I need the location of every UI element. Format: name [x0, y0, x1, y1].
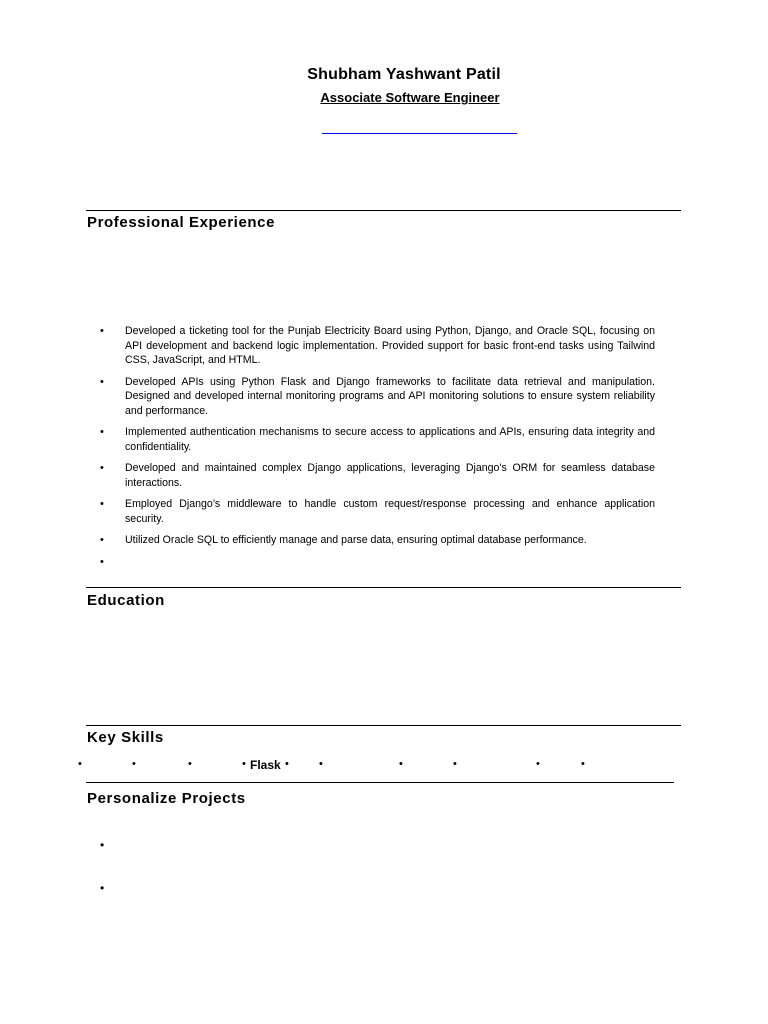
experience-text: Utilized Oracle SQL to efficiently manage and parse data, ensuring optimal database performance. [125, 534, 587, 547]
list-item [100, 375, 655, 419]
experience-text: Implemented authentication mechanisms to secure access to applications and APIs, ensuring data integrity and confidentiality. [125, 426, 655, 453]
bullet-icon: • [100, 534, 104, 547]
bullet-icon: • [100, 498, 104, 511]
list-item [100, 497, 655, 526]
candidate-role: Associate Software Engineer [320, 90, 500, 105]
experience-list [100, 324, 655, 575]
experience-text: Employed Django’s middleware to handle custom request/response processing and enhance application security. [125, 498, 655, 525]
section-divider [86, 210, 681, 211]
education-heading: Education [87, 592, 165, 609]
bullet-icon: • [242, 758, 246, 770]
skills-heading: Key Skills [87, 729, 164, 746]
bullet-icon: • [399, 758, 403, 770]
candidate-name: Shubham Yashwant Patil [307, 66, 501, 83]
bullet-icon: • [78, 758, 82, 770]
bullet-icon: • [285, 758, 289, 770]
skill-label: Flask [250, 758, 281, 772]
list-item [100, 324, 655, 368]
section-divider [86, 725, 681, 726]
list-item [100, 425, 655, 454]
bullet-icon: • [581, 758, 585, 770]
email-link[interactable] [322, 133, 517, 134]
section-divider [86, 782, 674, 783]
experience-text: Developed APIs using Python Flask and Django frameworks to facilitate data retrieval and manipulation. Designed and developed internal monitoring programs and API monitoring solutions to ensure system reliability and performance. [125, 375, 655, 417]
list-item [100, 555, 655, 569]
bullet-icon: • [100, 426, 104, 439]
experience-text: Developed and maintained complex Django applications, leveraging Django's ORM for seamless database interactions. [125, 462, 655, 489]
bullet-icon: • [453, 758, 457, 770]
bullet-icon: • [536, 758, 540, 770]
projects-heading: Personalize Projects [87, 790, 246, 807]
bullet-icon: • [100, 555, 104, 568]
bullet-icon: • [188, 758, 192, 770]
experience-heading: Professional Experience [87, 214, 276, 231]
list-item [100, 533, 655, 548]
experience-text: Developed a ticketing tool for the Punjab Electricity Board using Python, Django, and Oracle SQL, focusing on API development and backend logic implementation. Provided support for basic front-end tasks using Tailwind CSS, JavaScript, and HTML. [125, 325, 655, 367]
bullet-icon: • [319, 758, 323, 770]
list-item [100, 461, 655, 490]
bullet-icon: • [100, 375, 104, 388]
bullet-icon: • [132, 758, 136, 770]
bullet-icon: • [100, 881, 105, 895]
bullet-icon: • [100, 462, 104, 475]
section-divider [86, 587, 681, 588]
bullet-icon: • [100, 325, 104, 337]
bullet-icon: • [100, 838, 105, 852]
